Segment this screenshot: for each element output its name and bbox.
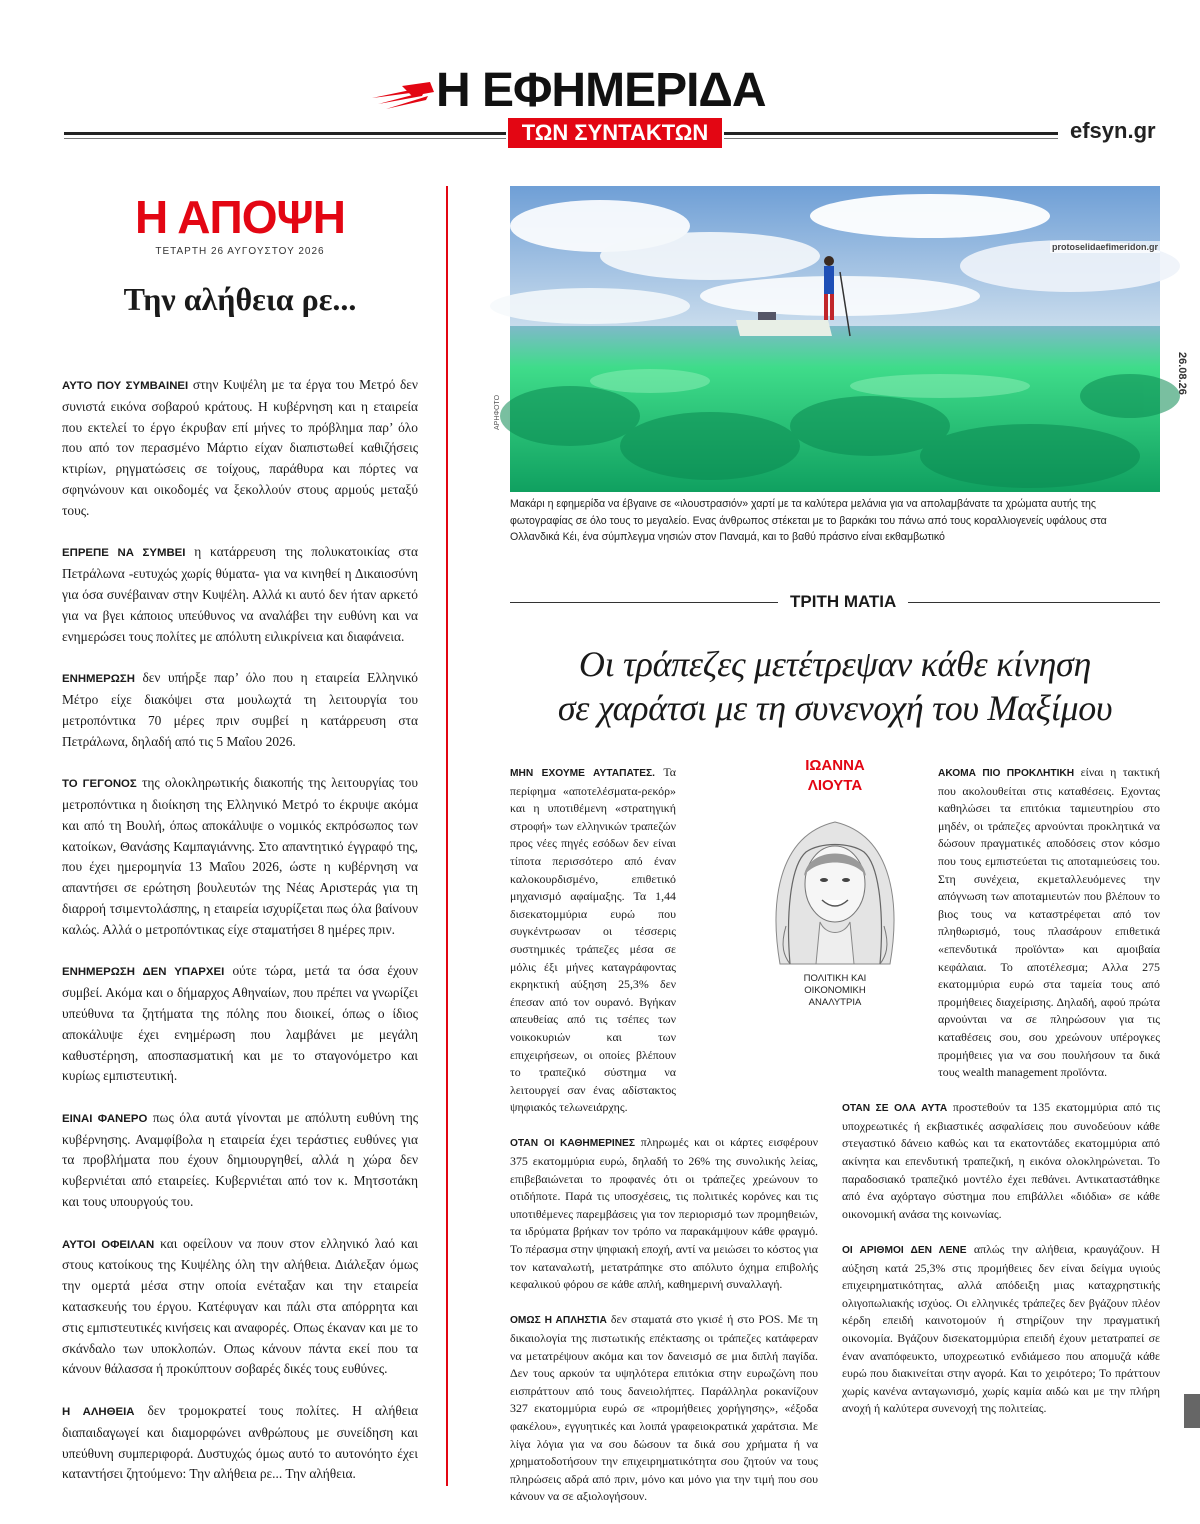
column-headline — [510, 642, 1160, 730]
opinion-date: ΤΕΤΑΡΤΗ 26 ΑΥΓΟΥΣΤΟΥ 2026 — [155, 246, 325, 257]
column-headline-line2: σε χαράτσι με τη συνενοχή του Μαξίμου — [557, 688, 1113, 728]
opinion-column — [62, 186, 418, 1506]
edge-tab — [1184, 1394, 1200, 1428]
site-url[interactable]: efsyn.gr — [1070, 118, 1156, 143]
article-paragraph — [510, 1311, 818, 1506]
paragraph-lead: ΜΗΝ ΕΧΟΥΜΕ ΑΥΤΑΠΑΤΕΣ. — [510, 768, 655, 779]
paragraph-text: στην Κυψέλη με τα έργα του Μετρό δεν συνιστά εικόνα σοβαρού κράτους. Η κυβέρνηση και η εταιρεία που εκτελεί το έργο έκρυβαν επί μήνες το πρόβλημα παρ’ όλο που από τον περασμένο Μάρτιο είχαν διαπιστωθεί καθιζήσεις κτιρίων, ρηγματώσεις σε τοίχους, παράθυρα και πόρτες να σφηνώνουν και οικοδομές να ξεκολλούν στους αρμούς μεταξύ τους. — [62, 377, 418, 518]
paragraph-lead: ΕΝΗΜΕΡΩΣΗ — [62, 673, 135, 686]
article-paragraph — [510, 1134, 818, 1293]
opinion-paragraph — [62, 1401, 418, 1485]
opinion-paragraph — [62, 1108, 418, 1213]
column-headline-line1: Οι τράπεζες μετέτρεψαν κάθε κίνηση — [578, 644, 1092, 684]
paragraph-text: πληρωμές και οι κάρτες εισφέρουν 375 εκατομμύρια ευρώ, δηλαδή το 26% της συνολικής λείας, επιβεβαιώνεται το προφανές ότι οι τράπεζες χρεώνουν το οτιδήποτε. Παρά τις υποσχέσεις, τις πολιτικές κορόνες και τις υποτιθέμενες παρεμβάσεις για τον περιορισμό των προμηθειών, τα ιδρύματα βρήκαν τον τρόπο να παρακάμψουν κάθε φραγμό. Το πέρασμα στην ψηφιακή εποχή, αντί να μειώσει το κόστος για τον καταναλωτή, μετατράπηκε στο απόλυτο όχημα επιβολής κεφαλικού φόρου σε κάθε απλή, καθημερινή συναλλαγή. — [510, 1135, 818, 1292]
author-box — [750, 756, 920, 1006]
paragraph-lead: ΕΠΡΕΠΕ ΝΑ ΣΥΜΒΕΙ — [62, 547, 186, 560]
opinion-section-title: Η ΑΠΟΨΗ — [135, 191, 345, 243]
paragraph-lead: ΕΙΝΑΙ ΦΑΝΕΡΟ — [62, 1112, 148, 1125]
opinion-body — [62, 375, 418, 1485]
paragraph-text: δεν υπήρξε παρ’ όλο που η εταιρεία Ελληνικό Μέτρο είχε διακόψει στα μουλωχτά τη λειτουργία του μετροπόντικα 70 μέρες πριν συμβεί η κατάρρευση στα Πετράλωνα, δηλαδή από τις 5 Μαΐου 2026. — [62, 670, 418, 749]
paragraph-text: της ολοκληρωτικής διακοπής της λειτουργίας του μετροπόντικα η διοίκηση της Ελληνικό Μετρό το έκρυψε ακόμα και από τη Βουλή, όπως αποκάλυψε ο νομικός εκπρόσωπος των κατοίκων, Θανάσης Καμπαγιάννης. Στο απαντητικό έγγραφό της, που έχει ημερομηνία 13 Μαΐου 2026, ώστε η κυβέρνηση να απαντήσει σε ερώτηση βουλευτών της Νέας Αριστεράς για τη διαρροή τσιμεντολάσπης, η εταιρεία ισχυρίζεται πως όλα βαίνουν καλώς. Αλλά ο μετροπόντικας είχε σταματήσει 8 ημέρες πριν. — [62, 775, 418, 937]
opinion-headline: Την αλήθεια ρε... — [123, 281, 357, 317]
section-label-text: ΤΡΙΤΗ ΜΑΤΙΑ — [778, 590, 908, 614]
paragraph-text: απλώς την αλήθεια, κραυγάζουν. Η αύξηση κατά 25,3% στις προμήθειες δεν είναι δείγμα υγιούς επιχειρηματικότητας, αλλά απόδειξη μιας καταχρηστικής ολιγοπωλιακής ισχύος. Οι ελληνικές τράπεζες δεν βγάζουν πλέον κέρδη επειδή καινοτομούν ή στηρίζουν την πραγματική οικονομία. Βγάζουν δισεκατομμύρια επειδή έχουν μετατραπεί σε έναν αναπόφευκτο, υποχρεωτικό ενδιάμεσο που απομυζά κάθε ευρώ που διακινείται στην αγορά. Και το χειρότερο; Το πράττουν χωρίς κανένα ανταγωνισμό, χωρίς καμία αιδώ και με την πλήρη ανοχή ή καλύτερα συνενοχή της πολιτείας. — [842, 1242, 1160, 1416]
paragraph-lead: ΕΝΗΜΕΡΩΣΗ ΔΕΝ ΥΠΑΡΧΕΙ — [62, 966, 225, 979]
masthead-subtitle: ΤΩΝ ΣΥΝΤΑΚΤΩΝ — [508, 118, 722, 148]
paragraph-lead: ΑΥΤΟ ΠΟΥ ΣΥΜΒΑΙΝΕΙ — [62, 380, 189, 392]
photo-watermark: protoselidaefimeridon.gr — [1052, 242, 1159, 252]
photo-caption: Μακάρι η εφημερίδα να έβγαινε σε «ιλουστρασιόν» χαρτί με τα καλύτερα μελάνια για να απολαμβάνατε τα χρώματα αυτής της φωτογραφίας σε όλο τους το μεγαλείο. Ενας άνθρωπος στέκεται με το βαρκάκι του πάνω από τους κοραλλιογενείς υφάλους στα Ολλανδικά Κέι, ένα σύμπλεγμα νησιών στον Παναμά, και το βαθύ πράσινο είναι εκθαμβωτικό — [510, 498, 1107, 543]
column-article — [510, 757, 1160, 1504]
paragraph-text: είναι η τακτική που ακολουθείται στις καταθέσεις. Εχοντας καθηλώσει τα επιτόκια ταμιευτηρίου στο μηδέν, οι τράπεζες αρνούνται προκλητικά να δώσουν πραγματικές αποδόσεις στον κόσμο που τους εμπιστεύεται τις αποταμιεύσεις του. Στη συνέχεια, εκμεταλλευόμενες την απόγνωση των αποταμιευτών που βλέπουν το βιος τους να καταστρέφεται από τον πληθωρισμό, τους πλασάρουν επιθετικά «επενδυτικά προϊόντα» και αμοιβαία κεφάλαια. Το αποτέλεσμα; Αλλα 275 εκατομμύρια ευρώ στα ταμεία τους από προμήθειες διαχείρισης. Δηλαδή, αφού πρώτα αρνούνται να σε πληρώσουν για τις καταθέσεις σου, σου χρεώνουν υπέρογκες προμήθειες για να σου πουλήσουν τα δικά τους wealth management προϊόντα. — [938, 765, 1160, 1080]
paragraph-text: Τα περίφημα «αποτελέσματα-ρεκόρ» και η υποτιθέμενη «στρατηγική στροφή» των ελληνικών τραπεζών προς νέες πηγές εσόδων δεν είναι τίποτα περισσότερο από έναν καλοκουρδισμένο, επιθετικό μηχανισμό αφαίμαξης. Τα 1,44 δισεκατομμύρια ευρώ που συγκέντρωσαν οι τέσσερις συστημικές τράπεζες μέσα σε μόλις έξι μήνες καταγράφοντας εκρηκτική αύξηση 25,3% δεν έπεσαν από τον ουρανό. Βγήκαν απευθείας από τις τσέπες των νοικοκυριών και των επιχειρήσεων, οι οποίες βλέπουν το τραπεζικό σύστημα να λειτουργεί σαν ένας αδίστακτος ψηφιακός τελωνειάρχης. — [510, 765, 676, 1115]
author-role-line: ΠΟΛΙΤΙΚΗ ΚΑΙ — [803, 973, 867, 984]
author-first-name: ΙΩΑΝΝΑ — [805, 757, 865, 774]
masthead-rule-right-thin — [724, 138, 1058, 139]
author-name — [750, 756, 920, 796]
paragraph-lead: ΑΥΤΟΙ ΟΦΕΙΛΑΝ — [62, 1238, 155, 1251]
author-role-line: ΑΝΑΛΥΤΡΙΑ — [808, 997, 862, 1008]
article-paragraph — [842, 1099, 1160, 1223]
feature-photo[interactable] — [510, 186, 1160, 492]
masthead — [0, 0, 1200, 160]
masthead-title: Η ΕΦΗΜΕΡΙΔΑ — [436, 64, 766, 117]
paragraph-text: η κατάρρευση της πολυκατοικίας στα Πετράλωνα -ευτυχώς χωρίς θύματα- για να κινηθεί η Δικαιοσύνη για όσα συνέβαιναν στην Κυψέλη. Αλλά κι αυτό δεν ήταν αρκετό για να βγει κάποιος υπεύθυνος να αναλάβει την ευθύνη και να ενημερώσει τους πολίτες με απόλυτη ειλικρίνεια και διαφάνεια. — [62, 544, 418, 644]
opinion-paragraph — [62, 1234, 418, 1381]
paragraph-lead: ΟΙ ΑΡΙΘΜΟΙ ΔΕΝ ΛΕΝΕ — [842, 1245, 967, 1257]
opinion-paragraph — [62, 542, 418, 647]
masthead-rule-left — [64, 132, 506, 135]
edge-date: 26.08.26 — [1176, 352, 1188, 395]
masthead-rule-right — [724, 132, 1058, 135]
masthead-rule-left-thin — [64, 138, 506, 139]
paragraph-text: ούτε τώρα, μετά τα όσα έχουν συμβεί. Ακόμα και ο δήμαρχος Αθηναίων, που πρέπει να γνωρίζει υπεύθυνα τα ζητήματα της πόλης που διοικεί, όπως ο ίδιος αποκάλυψε έχει ενημέρωση που λαμβάνει με μεγάλη καθυστέρηση, αποσπασματική και με το σταγονόμετρο και κυρίως εμπιστευτική. — [62, 963, 418, 1084]
opinion-paragraph — [62, 773, 418, 940]
sea-boat-photo-icon — [510, 186, 1160, 492]
paragraph-lead: ΟΤΑΝ ΣΕ ΟΛΑ ΑΥΤΑ — [842, 1103, 948, 1115]
paragraph-text: προστεθούν τα 135 εκατομμύρια από τις υποχρεωτικές ή εκβιαστικές ασφαλίσεις που συνοδεύουν κάθε στεγαστικό δάνειο καθώς και τα εκατοντάδες εκατομμύρια από ακίνητα και επενδυτική τραπεζική, η εικόνα ολοκληρώνεται. Το παραδοσιακό τραπεζικό μοντέλο έχει πεθάνει. Αντικαταστάθηκε από ένα αχόρταγο σύστημα που επιβάλλει «διόδια» σε κάθε οικονομική ανάσα της κοινωνίας. — [842, 1100, 1160, 1221]
paragraph-text: δεν σταματά στο γκισέ ή στο POS. Με τη δικαιολογία της πιστωτικής επέκτασης οι τράπεζες κατάφεραν να μετατρέψουν ακόμα και τον δανεισμό σε μια διπλή παγίδα. Δεν τους αρκούν τα υψηλότερα επιτόκια στην ευρωζώνη που εισπράττουν από τους δανειολήπτες. Παράλληλα ροκανίζουν 327 εκατομμύρια ευρώ σε «προμήθειες χορήγησης», «έξοδα φακέλου», εγγυητικές και λοιπά γραφειοκρατικά χαράτσια. Με λίγα λόγια για να σου δώσουν τα δικά σου χρήματα ή να χρηματοδοτήσουν την επιχειρηματικότητα σου ζητούν να τους πληρώσεις αδρά από πριν, μόνο και μόνο για την τιμή που σου κάνουν να σε αξιολογήσουν. — [510, 1312, 818, 1504]
pen-strokes-logo-icon — [372, 78, 434, 112]
article-paragraph — [842, 1241, 1160, 1418]
author-portrait-icon — [750, 796, 920, 964]
author-last-name: ΛΙΟΥΤΑ — [807, 777, 863, 794]
column-divider — [446, 186, 448, 1486]
photo-credit: ΑΡΗΦΟΤΟ — [494, 394, 501, 430]
author-role-line: ΟΙΚΟΝΟΜΙΚΗ — [804, 985, 866, 996]
opinion-paragraph — [62, 375, 418, 522]
column-section-label — [510, 590, 1160, 614]
paragraph-text: και οφείλουν να πουν στον ελληνικό λαό και στους κατοίκους της Κυψέλης όλη την αλήθεια. Διάλεξαν όμως την ομερτά μέσα στην οποία ενέταξαν και την εταιρεία κατασκευής του έργου. Κατέφυγαν και πάλι στα απόρρητα και στις εμπιστευτικές κινήσεις και αναφορές. Οπως έκαναν και με το σκάνδαλο των υποκλοπών. Οπως κάνουν πάντα εκεί που τα κάνουν θάλασσα ή προκύπτουν σοβαρές δικές τους ευθύνες. — [62, 1235, 418, 1377]
paragraph-text: δεν τρομοκρατεί τους πολίτες. Η αλήθεια διαπαιδαγωγεί και διαμορφώνει ανθρώπους με συνείδηση και υπεύθυνη συμπεριφορά. Δυστυχώς όμως αυτό το αυτονόητο έχει καταντήσει ζητούμενο: Την αλήθεια ρε... Την αλήθεια. — [62, 1403, 418, 1482]
paragraph-lead: ΟΤΑΝ ΟΙ ΚΑΘΗΜΕΡΙΝΕΣ — [510, 1138, 635, 1150]
opinion-paragraph — [62, 961, 418, 1087]
opinion-paragraph — [62, 668, 418, 752]
paragraph-lead: Η ΑΛΗΘΕΙΑ — [62, 1406, 135, 1419]
author-role — [750, 973, 920, 1009]
paragraph-lead: ΟΜΩΣ Η ΑΠΛΗΣΤΙΑ — [510, 1315, 607, 1327]
paragraph-text: πως όλα αυτά γίνονται με απόλυτη ευθύνη της κυβέρνησης. Αναμφίβολα η εταιρεία έχει τεράστιες ευθύνες για τα προβλήματα που έχουν δημιουργηθεί, αλλά η χώρα δεν κυβερνιέται από εταιρείες. Κυβερνιέται από τον κ. Μητσοτάκη και τους υπουργούς του. — [62, 1109, 418, 1210]
paragraph-lead: ΤΟ ΓΕΓΟΝΟΣ — [62, 778, 137, 791]
paragraph-lead: ΑΚΟΜΑ ΠΙΟ ΠΡΟΚΛΗΤΙΚΗ — [938, 768, 1075, 779]
